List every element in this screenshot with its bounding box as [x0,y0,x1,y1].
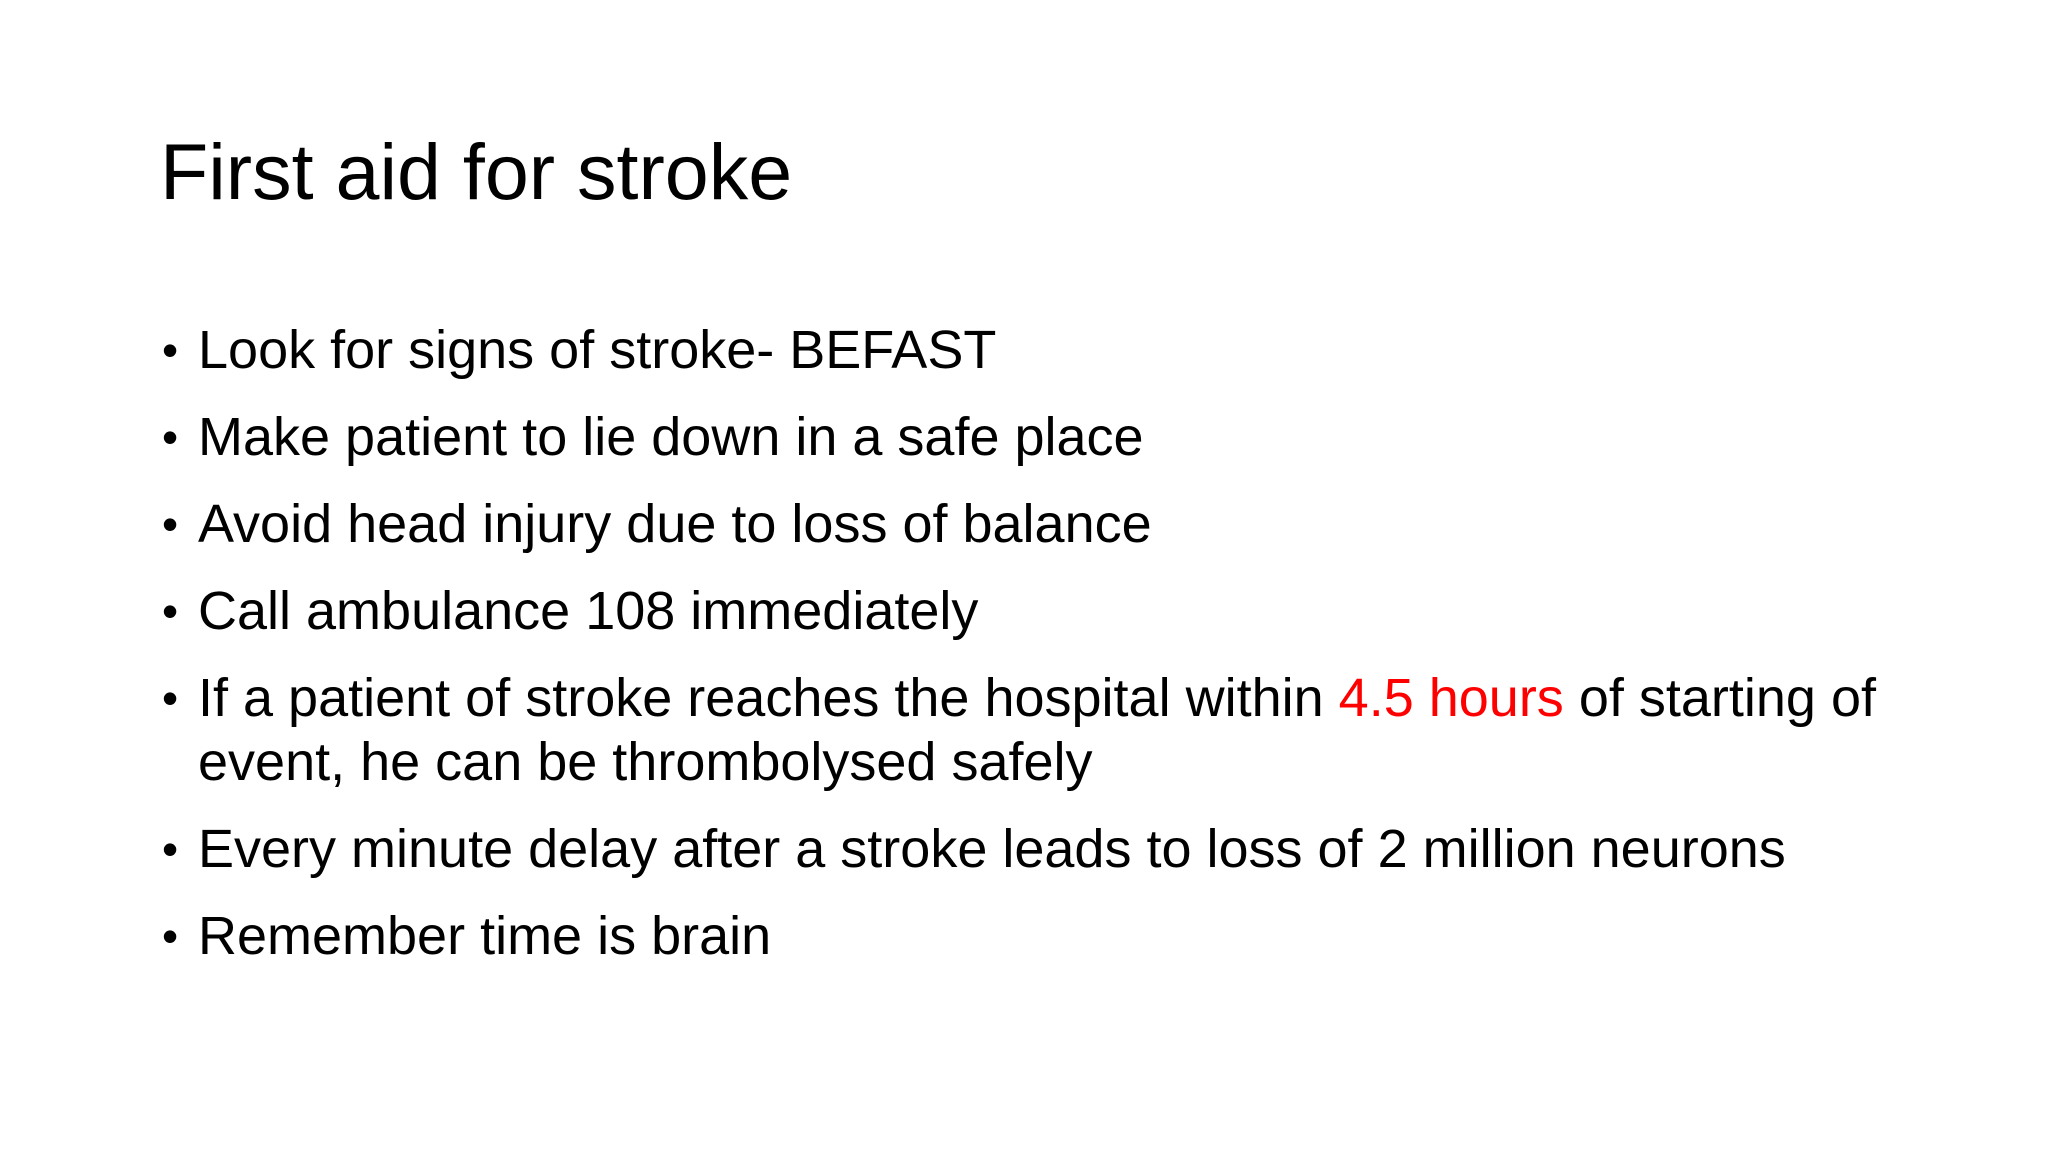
bullet-item [160,405,1940,469]
slide-title: First aid for stroke [160,127,793,216]
bullet-dot-icon: • [161,411,179,463]
bullet-dot-icon: • [161,823,179,875]
bullet-item [160,579,1940,643]
bullet-text: Remember time is brain [198,906,772,966]
bullet-dot-icon: • [161,585,179,637]
bullet-item [160,492,1940,556]
bullet-item [160,817,1940,881]
bullet-item [160,666,1940,794]
bullet-item [160,318,1940,382]
bullet-text: Every minute delay after a stroke leads to loss of 2 million neurons [198,819,1786,879]
bullet-item [160,904,1940,968]
bullet-dot-icon: • [161,672,179,724]
bullet-list [160,318,1940,991]
bullet-text [198,668,1876,792]
bullet-text-before-highlight: If a patient of stroke reaches the hospital within [198,668,1339,728]
bullet-text: Avoid head injury due to loss of balance [198,494,1152,554]
bullet-dot-icon: • [161,324,179,376]
bullet-text: Call ambulance 108 immediately [198,581,979,641]
bullet-dot-icon: • [161,910,179,962]
bullet-text: Look for signs of stroke- BEFAST [198,320,997,380]
highlighted-time-window: 4.5 hours [1338,668,1564,728]
bullet-dot-icon: • [161,498,179,550]
bullet-text-after-highlight: of starting of event, he can be thrombolysed safely [198,668,1876,792]
bullet-text: Make patient to lie down in a safe place [198,407,1144,467]
